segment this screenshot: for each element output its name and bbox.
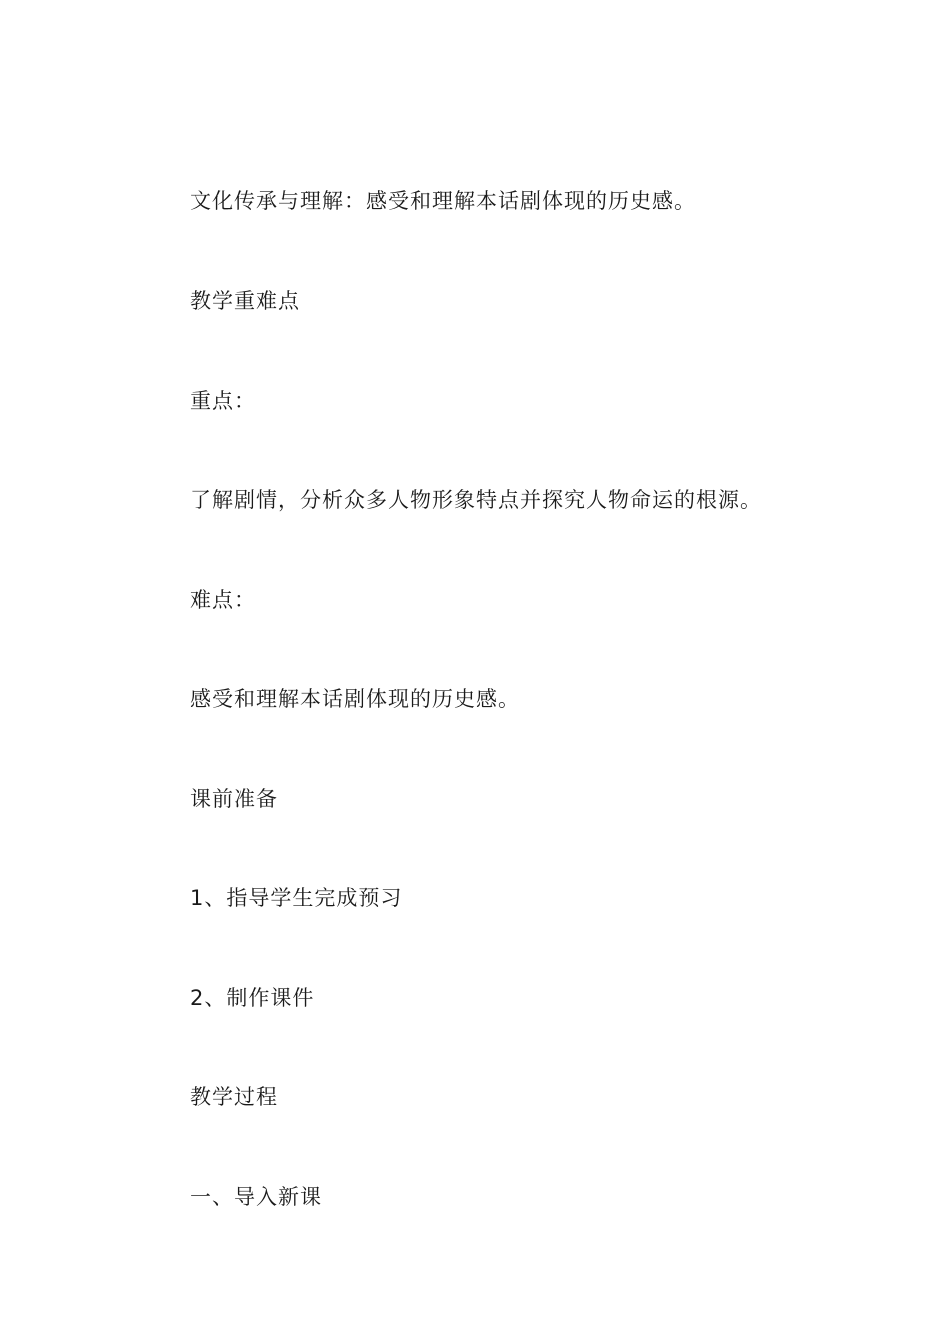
label-key-points: 重点： [190, 389, 256, 413]
list-item-courseware: 2、制作课件 [190, 986, 315, 1010]
heading-key-difficult-points: 教学重难点 [190, 289, 300, 313]
heading-teaching-process: 教学过程 [190, 1085, 278, 1109]
list-item-preview: 1、指导学生完成预习 [190, 886, 403, 910]
paragraph-cultural-heritage: 文化传承与理解：感受和理解本话剧体现的历史感。 [190, 189, 696, 213]
paragraph-difficult-points: 感受和理解本话剧体现的历史感。 [190, 687, 520, 711]
label-difficult-points: 难点： [190, 588, 256, 612]
section-introduction: 一、导入新课 [190, 1185, 322, 1209]
paragraph-key-points: 了解剧情，分析众多人物形象特点并探究人物命运的根源。 [190, 488, 762, 512]
heading-preparation: 课前准备 [190, 787, 278, 811]
